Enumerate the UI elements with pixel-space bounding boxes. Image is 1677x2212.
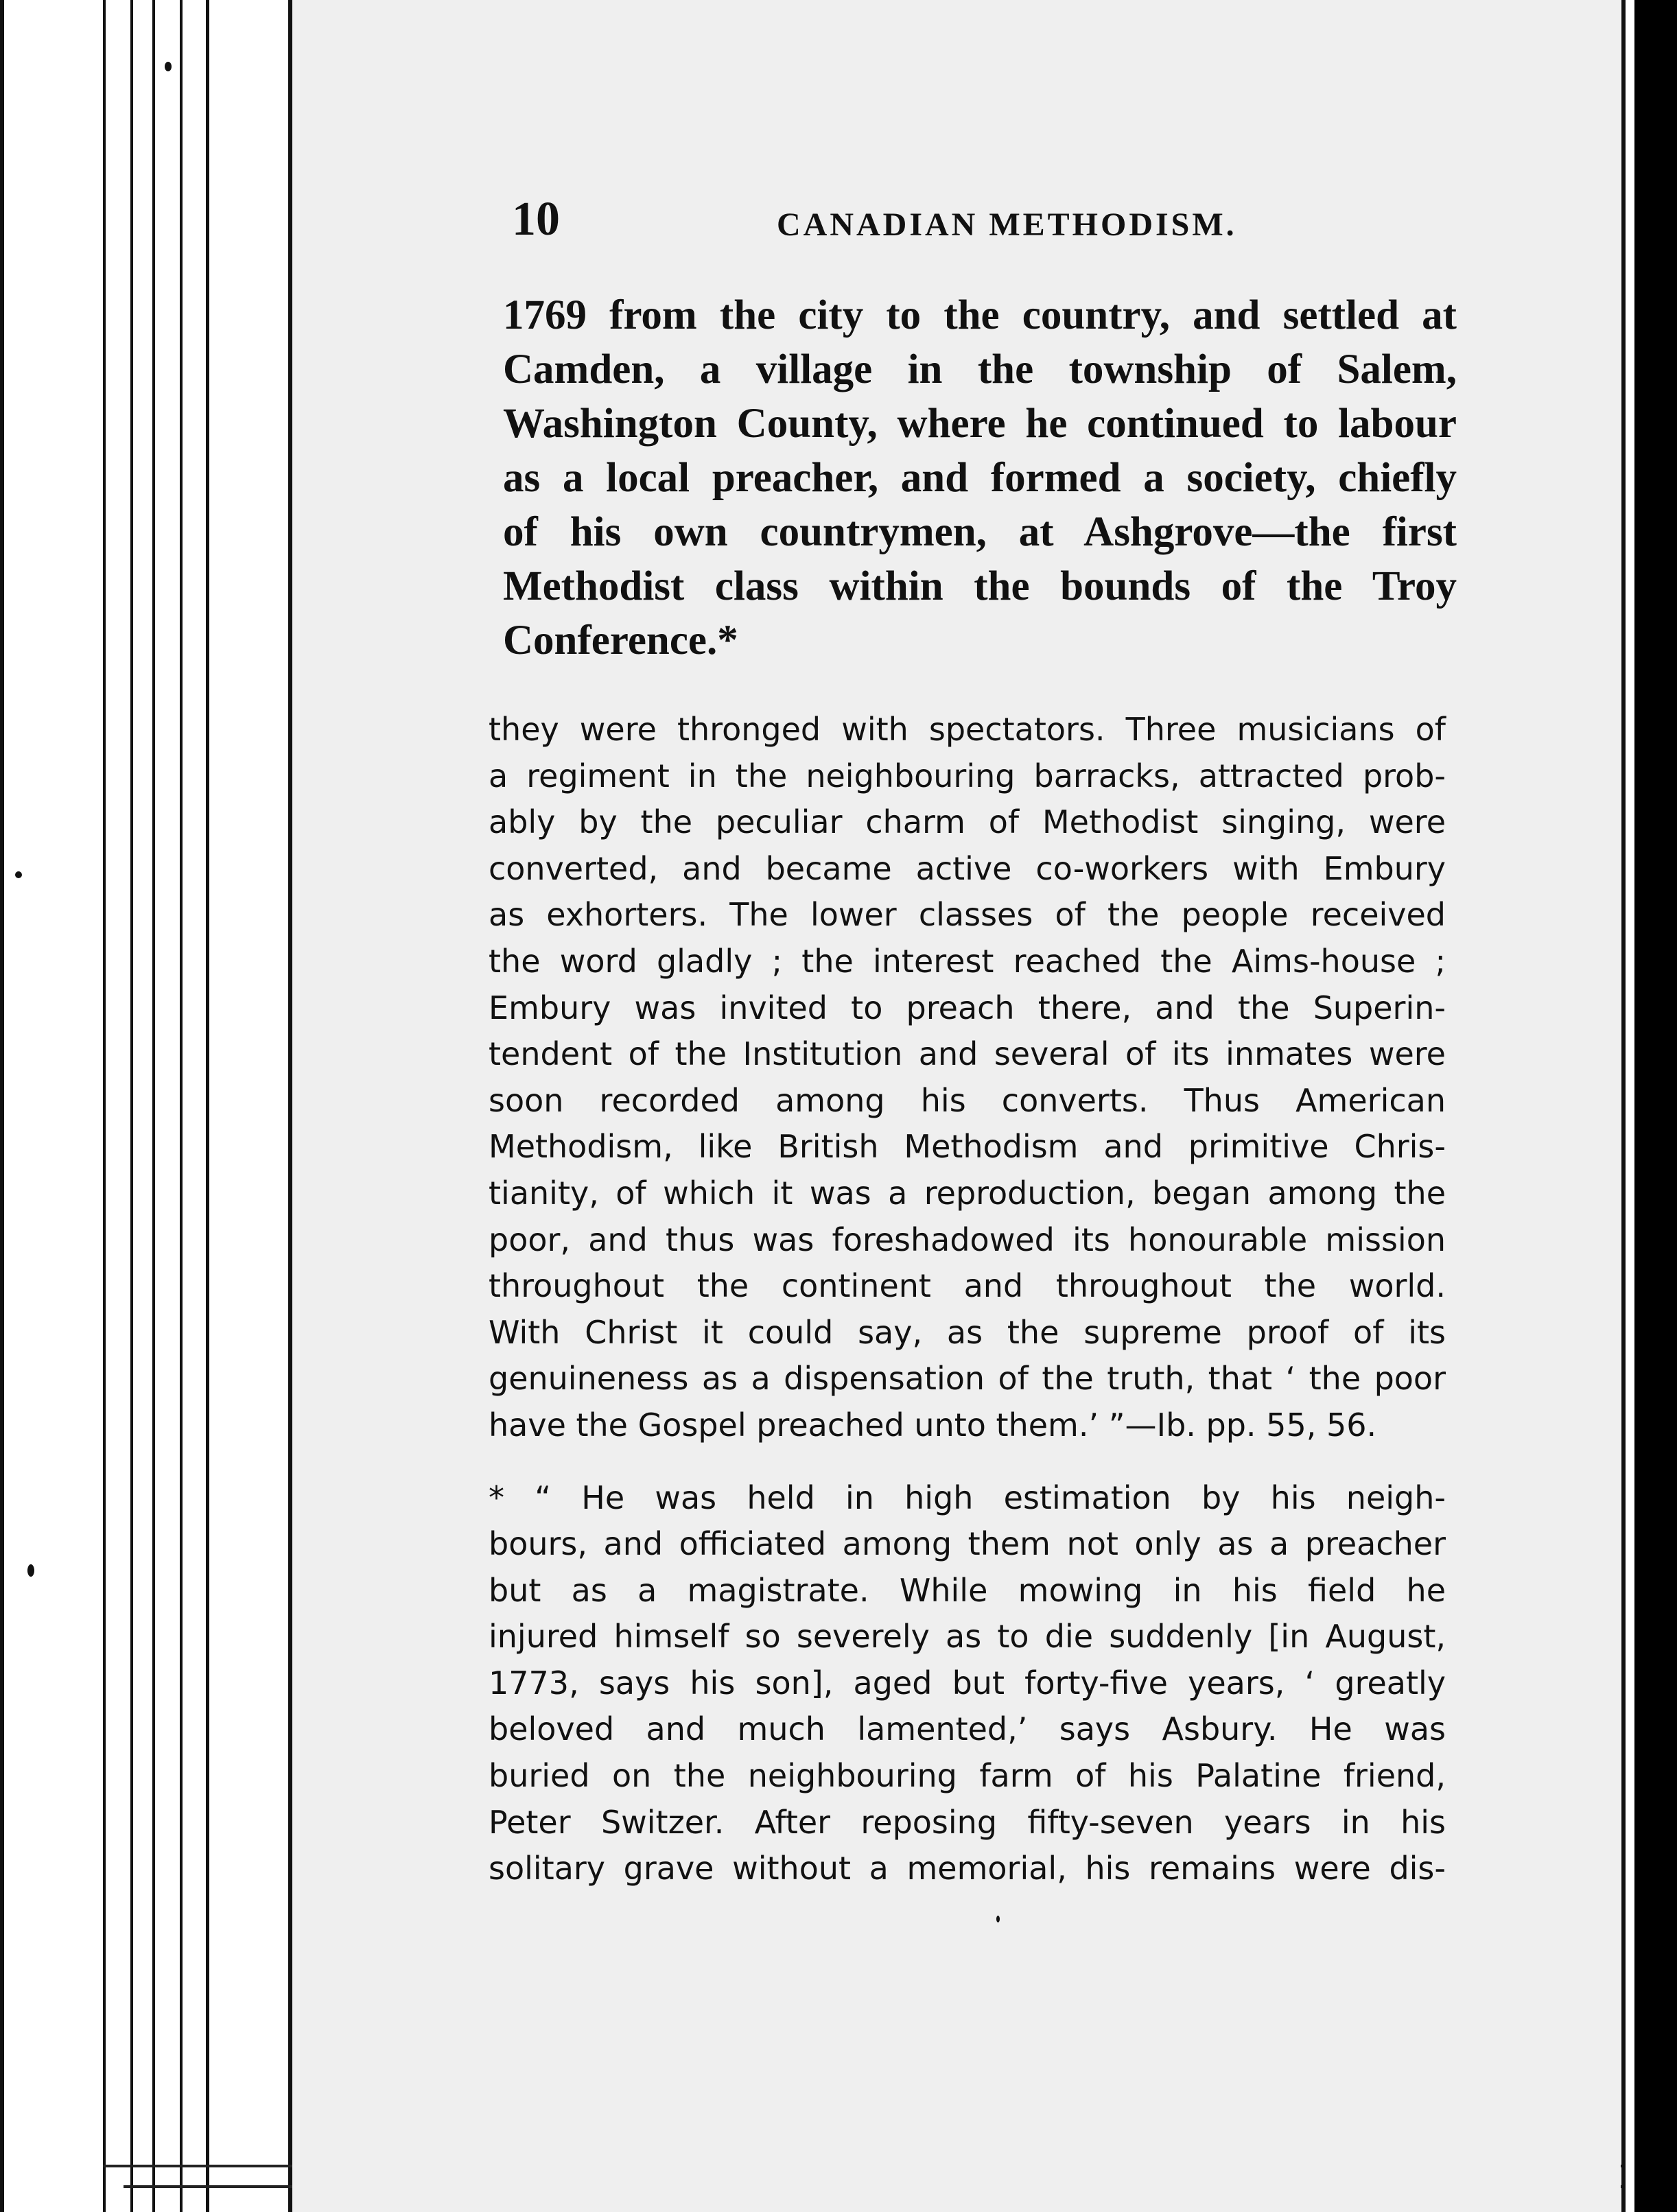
- footnote-line: With Christ it could say, as the supreme proof of its: [489, 1313, 1446, 1351]
- footnote-line: * “ He was held in high estimation by his neigh-: [489, 1479, 1446, 1516]
- footnote-line: beloved and much lamented,’ says Asbury. He was: [489, 1710, 1446, 1748]
- body-line: Camden, a village in the township of Salem,: [503, 346, 1457, 392]
- page-header: [512, 192, 1459, 247]
- page-edge-line: [180, 0, 183, 2212]
- running-head: CANADIAN METHODISM.: [777, 207, 1237, 243]
- footnote-line: genuineness as a dispensation of the truth, that ‘ the poor: [489, 1360, 1446, 1398]
- page-edge-line: [103, 0, 106, 2212]
- page-edge-line: [152, 0, 155, 2212]
- footnote-line: they were thronged with spectators. Three musicians of: [489, 711, 1446, 748]
- footnote-line: a regiment in the neighbouring barracks, attracted prob-: [489, 757, 1446, 795]
- scan-speck: [27, 1564, 34, 1577]
- footnote-line: throughout the continent and throughout the world.: [489, 1267, 1446, 1305]
- footnote-line: poor, and thus was foreshadowed its honourable mission: [489, 1221, 1446, 1258]
- footnote-line: Embury was invited to preach there, and the Superin-: [489, 989, 1446, 1026]
- page-number: 10: [512, 193, 560, 246]
- body-line: Conference.*: [503, 617, 738, 663]
- footnote-line: but as a magistrate. While mowing in his field he: [489, 1571, 1446, 1609]
- footnote-line: Peter Switzer. After reposing fifty-seven years in his: [489, 1803, 1446, 1841]
- footnote-continued: [489, 707, 1446, 1449]
- footnote-line: 1773, says his son], aged but forty-five years, ‘ greatly: [489, 1664, 1446, 1702]
- footnote-line: buried on the neighbouring farm of his Palatine friend,: [489, 1757, 1446, 1795]
- body-line: Washington County, where he continued to labour: [503, 401, 1457, 447]
- page-edge-line: [130, 0, 133, 2212]
- scan-speck: [165, 62, 172, 71]
- footnote-line: the word gladly ; the interest reached the Aims-house ;: [489, 942, 1446, 980]
- footnote-line: injured himself so severely as to die suddenly [in August,: [489, 1618, 1446, 1656]
- footnote-line: soon recorded among his converts. Thus American: [489, 1081, 1446, 1119]
- footnote-line: bours, and officiated among them not only as a preacher: [489, 1525, 1446, 1563]
- body-line: as a local preacher, and formed a society, chiefly: [503, 455, 1457, 501]
- footnote-star: [489, 1475, 1446, 1892]
- footnote-line: Methodism, like British Methodism and primitive Chris-: [489, 1128, 1446, 1166]
- scan-speck: [15, 871, 22, 878]
- right-binding-shadow: [1634, 0, 1677, 2212]
- footnote-line: tianity, of which it was a reproduction, began among the: [489, 1174, 1446, 1212]
- page-edge-line: [0, 0, 4, 2212]
- main-body-text: [503, 288, 1457, 668]
- footnotes: [489, 707, 1446, 1892]
- page-edge-line: [206, 0, 209, 2212]
- footnote-gap: [489, 1449, 1446, 1475]
- footnote-line: as exhorters. The lower classes of the people received: [489, 896, 1446, 934]
- footnote-line: tendent of the Institution and several of its inmates were: [489, 1035, 1446, 1073]
- footnote-line: converted, and became active co-workers with Embury: [489, 849, 1446, 887]
- body-line: of his own countrymen, at Ashgrove—the first: [503, 509, 1457, 555]
- right-binding-line: [1621, 0, 1626, 2212]
- body-line: 1769 from the city to the country, and settled at: [503, 292, 1457, 338]
- footnote-line: have the Gospel preached unto them.’ ”—Ib. pp. 55, 56.: [489, 1406, 1377, 1444]
- footnote-line: ably by the peculiar charm of Methodist singing, were: [489, 803, 1446, 841]
- scan-speck: [996, 1916, 1000, 1922]
- footnote-line: solitary grave without a memorial, his remains were dis-: [489, 1850, 1446, 1887]
- body-line: Methodist class within the bounds of the Troy: [503, 563, 1457, 609]
